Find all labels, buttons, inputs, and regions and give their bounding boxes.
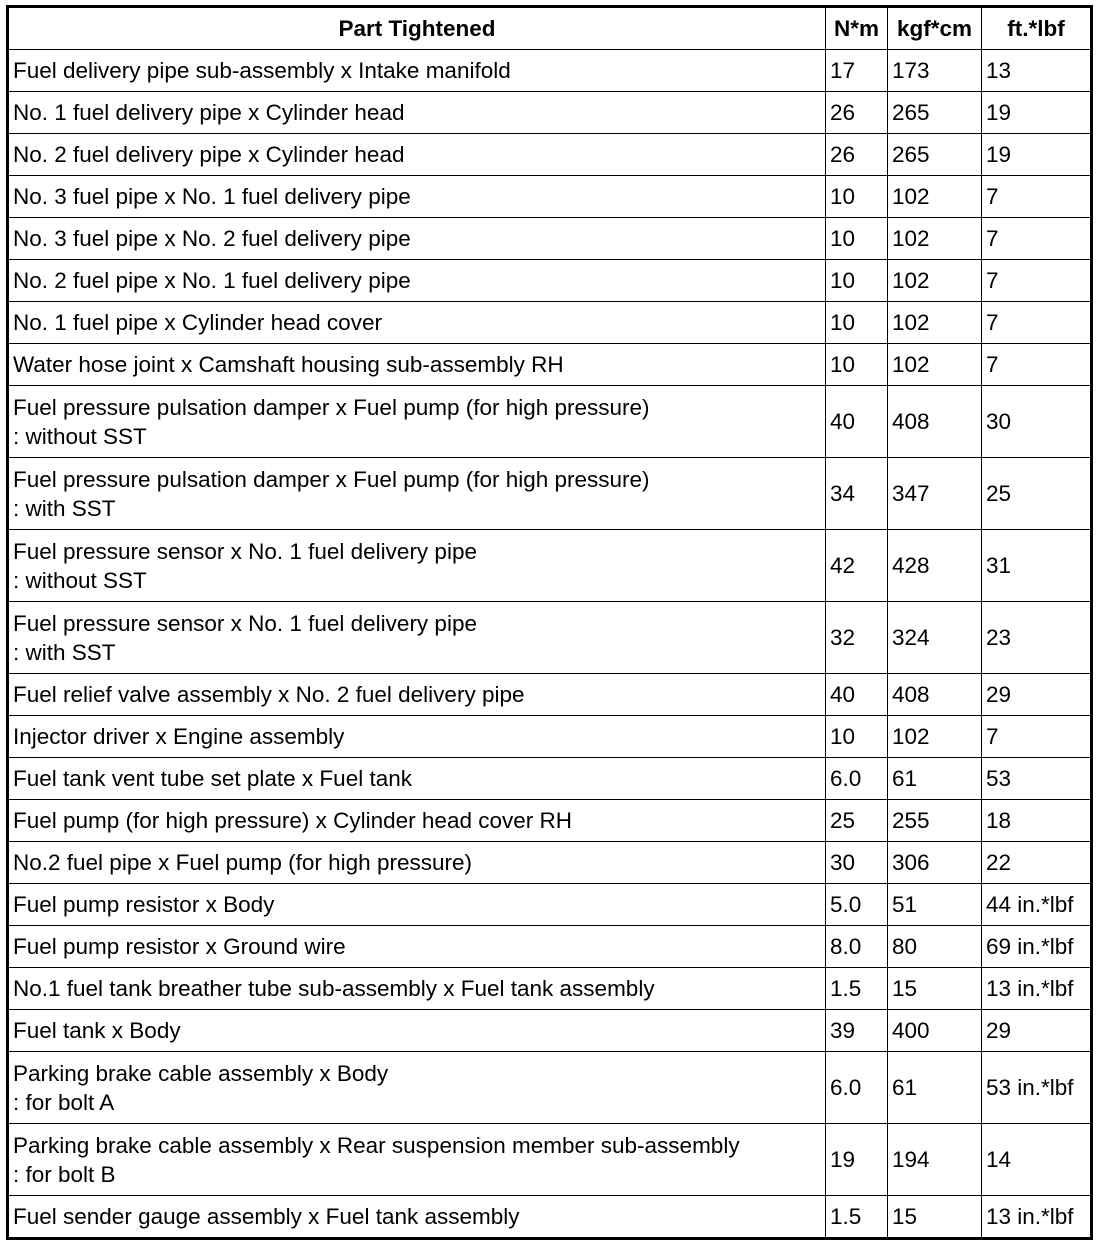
- torque-nm-cell: 30: [826, 842, 888, 884]
- torque-nm-cell: 10: [826, 218, 888, 260]
- part-tightened-cell: [8, 176, 826, 218]
- torque-ftlbf-cell: 13 in.*lbf: [982, 1196, 1092, 1239]
- torque-ftlbf-cell: 44 in.*lbf: [982, 884, 1092, 926]
- torque-ftlbf-cell: 19: [982, 134, 1092, 176]
- torque-nm-cell: 10: [826, 260, 888, 302]
- torque-kgfcm-cell: 15: [888, 968, 982, 1010]
- torque-kgfcm-cell: 408: [888, 386, 982, 458]
- table-row: [8, 716, 1092, 758]
- torque-kgfcm-cell: 102: [888, 716, 982, 758]
- part-tightened-cell: [8, 260, 826, 302]
- torque-kgfcm-cell: 324: [888, 602, 982, 674]
- part-description: No.2 fuel pipe x Fuel pump (for high pressure): [13, 850, 472, 875]
- table-row: [8, 842, 1092, 884]
- torque-nm-cell: 39: [826, 1010, 888, 1052]
- torque-ftlbf-cell: 7: [982, 344, 1092, 386]
- table-row: [8, 344, 1092, 386]
- part-tightened-cell: [8, 758, 826, 800]
- header-part-tightened: Part Tightened: [8, 7, 826, 50]
- table-row: [8, 530, 1092, 602]
- part-description: No. 2 fuel pipe x No. 1 fuel delivery pipe: [13, 268, 411, 293]
- part-tightened-cell: [8, 716, 826, 758]
- torque-ftlbf-cell: 14: [982, 1124, 1092, 1196]
- table-row: [8, 1196, 1092, 1239]
- part-description: Fuel pressure sensor x No. 1 fuel delivery pipe: [13, 610, 477, 636]
- part-description: Fuel relief valve assembly x No. 2 fuel delivery pipe: [13, 682, 525, 707]
- torque-nm-cell: 6.0: [826, 1052, 888, 1124]
- part-tightened-cell: [8, 674, 826, 716]
- torque-ftlbf-cell: 30: [982, 386, 1092, 458]
- part-tightened-cell: [8, 386, 826, 458]
- part-description: No. 1 fuel delivery pipe x Cylinder head: [13, 100, 405, 125]
- table-row: [8, 884, 1092, 926]
- torque-kgfcm-cell: 51: [888, 884, 982, 926]
- torque-nm-cell: 19: [826, 1124, 888, 1196]
- part-description: Fuel tank x Body: [13, 1018, 181, 1043]
- torque-ftlbf-cell: 22: [982, 842, 1092, 884]
- table-row: [8, 1010, 1092, 1052]
- torque-ftlbf-cell: 31: [982, 530, 1092, 602]
- torque-kgfcm-cell: 15: [888, 1196, 982, 1239]
- table-row: [8, 134, 1092, 176]
- part-description: No. 1 fuel pipe x Cylinder head cover: [13, 310, 382, 335]
- torque-kgfcm-cell: 194: [888, 1124, 982, 1196]
- part-description: Fuel pump resistor x Body: [13, 892, 275, 917]
- torque-kgfcm-cell: 173: [888, 50, 982, 92]
- table-body: [8, 50, 1092, 1239]
- torque-kgfcm-cell: 102: [888, 260, 982, 302]
- torque-nm-cell: 10: [826, 344, 888, 386]
- torque-nm-cell: 10: [826, 302, 888, 344]
- torque-ftlbf-cell: 7: [982, 716, 1092, 758]
- part-description: Fuel pressure sensor x No. 1 fuel delivery pipe: [13, 538, 477, 564]
- part-description: No. 3 fuel pipe x No. 2 fuel delivery pipe: [13, 226, 411, 251]
- part-tightened-cell: [8, 344, 826, 386]
- torque-ftlbf-cell: 69 in.*lbf: [982, 926, 1092, 968]
- torque-nm-cell: 5.0: [826, 884, 888, 926]
- header-ftlbf: ft.*lbf: [982, 7, 1092, 50]
- torque-ftlbf-cell: 25: [982, 458, 1092, 530]
- part-condition: : for bolt B: [13, 1161, 116, 1187]
- part-description: Water hose joint x Camshaft housing sub-assembly RH: [13, 352, 564, 377]
- part-tightened-cell: [8, 218, 826, 260]
- part-description: Injector driver x Engine assembly: [13, 724, 345, 749]
- torque-ftlbf-cell: 7: [982, 302, 1092, 344]
- torque-ftlbf-cell: 7: [982, 260, 1092, 302]
- part-description: Fuel pump resistor x Ground wire: [13, 934, 346, 959]
- torque-kgfcm-cell: 306: [888, 842, 982, 884]
- torque-ftlbf-cell: 23: [982, 602, 1092, 674]
- torque-specification-table-container: [6, 5, 1093, 1240]
- table-row: [8, 386, 1092, 458]
- torque-nm-cell: 10: [826, 176, 888, 218]
- torque-nm-cell: 6.0: [826, 758, 888, 800]
- table-row: [8, 926, 1092, 968]
- torque-kgfcm-cell: 102: [888, 218, 982, 260]
- part-description: Fuel pump (for high pressure) x Cylinder head cover RH: [13, 808, 572, 833]
- table-row: [8, 800, 1092, 842]
- header-kgfcm: kgf*cm: [888, 7, 982, 50]
- part-description: Fuel pressure pulsation damper x Fuel pump (for high pressure): [13, 394, 650, 420]
- part-description: No. 2 fuel delivery pipe x Cylinder head: [13, 142, 405, 167]
- part-condition: : with SST: [13, 639, 116, 665]
- table-row: [8, 218, 1092, 260]
- torque-nm-cell: 17: [826, 50, 888, 92]
- torque-kgfcm-cell: 80: [888, 926, 982, 968]
- torque-kgfcm-cell: 428: [888, 530, 982, 602]
- part-tightened-cell: [8, 968, 826, 1010]
- part-tightened-cell: [8, 1196, 826, 1239]
- torque-nm-cell: 34: [826, 458, 888, 530]
- part-description: Parking brake cable assembly x Body: [13, 1060, 389, 1086]
- torque-nm-cell: 42: [826, 530, 888, 602]
- torque-nm-cell: 40: [826, 386, 888, 458]
- torque-ftlbf-cell: 19: [982, 92, 1092, 134]
- part-condition: : without SST: [13, 423, 147, 449]
- part-tightened-cell: [8, 602, 826, 674]
- torque-nm-cell: 40: [826, 674, 888, 716]
- torque-nm-cell: 1.5: [826, 1196, 888, 1239]
- torque-kgfcm-cell: 61: [888, 758, 982, 800]
- torque-nm-cell: 26: [826, 92, 888, 134]
- header-nm: N*m: [826, 7, 888, 50]
- part-tightened-cell: [8, 926, 826, 968]
- torque-ftlbf-cell: 7: [982, 218, 1092, 260]
- part-description: No. 3 fuel pipe x No. 1 fuel delivery pipe: [13, 184, 411, 209]
- table-row: [8, 1052, 1092, 1124]
- part-tightened-cell: [8, 800, 826, 842]
- torque-kgfcm-cell: 61: [888, 1052, 982, 1124]
- table-header-row: [8, 7, 1092, 50]
- part-tightened-cell: [8, 842, 826, 884]
- part-tightened-cell: [8, 1124, 826, 1196]
- part-tightened-cell: [8, 884, 826, 926]
- torque-kgfcm-cell: 265: [888, 92, 982, 134]
- part-condition: : for bolt A: [13, 1089, 115, 1115]
- part-tightened-cell: [8, 1010, 826, 1052]
- part-description: Parking brake cable assembly x Rear suspension member sub-assembly: [13, 1132, 740, 1158]
- part-condition: : without SST: [13, 567, 147, 593]
- torque-ftlbf-cell: 7: [982, 176, 1092, 218]
- table-row: [8, 968, 1092, 1010]
- part-tightened-cell: [8, 134, 826, 176]
- torque-kgfcm-cell: 255: [888, 800, 982, 842]
- table-row: [8, 92, 1092, 134]
- part-description: No.1 fuel tank breather tube sub-assembly x Fuel tank assembly: [13, 976, 655, 1001]
- torque-ftlbf-cell: 13: [982, 50, 1092, 92]
- table-row: [8, 674, 1092, 716]
- torque-kgfcm-cell: 408: [888, 674, 982, 716]
- table-row: [8, 176, 1092, 218]
- torque-ftlbf-cell: 29: [982, 674, 1092, 716]
- torque-ftlbf-cell: 53 in.*lbf: [982, 1052, 1092, 1124]
- torque-kgfcm-cell: 265: [888, 134, 982, 176]
- torque-ftlbf-cell: 18: [982, 800, 1092, 842]
- part-tightened-cell: [8, 50, 826, 92]
- table-row: [8, 458, 1092, 530]
- part-tightened-cell: [8, 530, 826, 602]
- torque-nm-cell: 10: [826, 716, 888, 758]
- torque-nm-cell: 1.5: [826, 968, 888, 1010]
- torque-nm-cell: 25: [826, 800, 888, 842]
- part-description: Fuel delivery pipe sub-assembly x Intake manifold: [13, 58, 511, 83]
- torque-kgfcm-cell: 102: [888, 176, 982, 218]
- torque-nm-cell: 32: [826, 602, 888, 674]
- torque-kgfcm-cell: 102: [888, 302, 982, 344]
- torque-nm-cell: 26: [826, 134, 888, 176]
- part-tightened-cell: [8, 302, 826, 344]
- part-tightened-cell: [8, 92, 826, 134]
- table-row: [8, 260, 1092, 302]
- table-row: [8, 1124, 1092, 1196]
- part-tightened-cell: [8, 1052, 826, 1124]
- table-row: [8, 50, 1092, 92]
- torque-ftlbf-cell: 29: [982, 1010, 1092, 1052]
- table-row: [8, 302, 1092, 344]
- torque-nm-cell: 8.0: [826, 926, 888, 968]
- part-description: Fuel tank vent tube set plate x Fuel tank: [13, 766, 412, 791]
- torque-specification-table: [6, 5, 1093, 1240]
- torque-ftlbf-cell: 13 in.*lbf: [982, 968, 1092, 1010]
- torque-kgfcm-cell: 102: [888, 344, 982, 386]
- part-condition: : with SST: [13, 495, 116, 521]
- part-tightened-cell: [8, 458, 826, 530]
- table-row: [8, 758, 1092, 800]
- table-row: [8, 602, 1092, 674]
- part-description: Fuel sender gauge assembly x Fuel tank assembly: [13, 1204, 520, 1229]
- torque-ftlbf-cell: 53: [982, 758, 1092, 800]
- part-description: Fuel pressure pulsation damper x Fuel pump (for high pressure): [13, 466, 650, 492]
- torque-kgfcm-cell: 400: [888, 1010, 982, 1052]
- torque-kgfcm-cell: 347: [888, 458, 982, 530]
